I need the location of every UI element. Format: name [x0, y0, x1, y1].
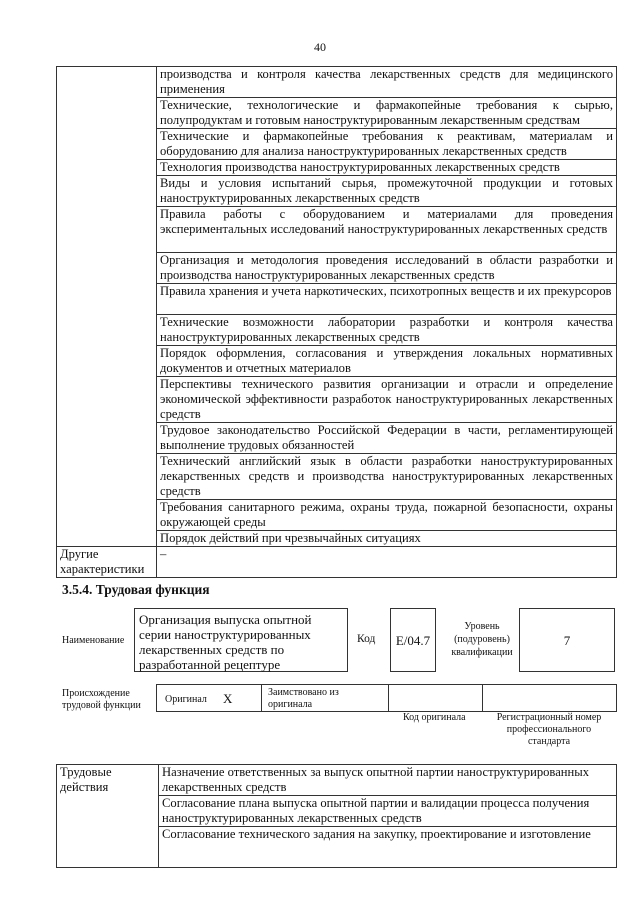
knowledge-item: Технические возможности лаборатории разработки и контроля качества наноструктурированных лекарственных средств — [157, 315, 617, 346]
borrowed-cell — [261, 684, 389, 712]
qualification-level-box — [519, 608, 615, 672]
knowledge-item: производства и контроля качества лекарственных средств для медицинского применения — [157, 67, 617, 98]
labor-action-item: Согласование технического задания на закупку, проектирование и изготовление — [159, 827, 617, 868]
knowledge-item: Технология производства наноструктурированных лекарственных средств — [157, 160, 617, 176]
table-row — [57, 547, 617, 578]
table-row — [57, 67, 617, 98]
code-original-cell — [388, 684, 483, 712]
table-row — [57, 765, 617, 796]
original-cell — [156, 684, 262, 712]
knowledge-item: Технические и фармакопейные требования к реактивам, материалам и оборудованию для анализа наноструктурированных лекарственных средств — [157, 129, 617, 160]
knowledge-item: Технические, технологические и фармакопейные требования к сырью, полупродуктам и готовым наноструктурированным лекарственным средствам — [157, 98, 617, 129]
original-label: Оригинал — [165, 694, 207, 705]
row-label-empty — [57, 67, 157, 547]
other-characteristics-label: Другие характеристики — [57, 547, 157, 578]
knowledge-item: Виды и условия испытаний сырья, промежуточной продукции и готовых наноструктурированных лекарственных средств — [157, 176, 617, 207]
reg-number-label: Регистрационный номер профессионального стандарта — [496, 712, 602, 747]
origin-label: Происхождение трудовой функции — [62, 688, 141, 711]
function-code: E/04.7 — [395, 633, 431, 648]
knowledge-item: Правила хранения и учета наркотических, психотропных веществ и их прекурсоров — [157, 284, 617, 315]
knowledge-item: Организация и методология проведения исследований в области разработки и производства наноструктурированных лекарственных средств — [157, 253, 617, 284]
knowledge-item: Требования санитарного режима, охраны труда, пожарной безопасности, охраны окружающей среды — [157, 500, 617, 531]
function-name-box — [134, 608, 348, 672]
name-label: Наименование — [62, 635, 125, 646]
knowledge-item: Перспективы технического развития организации и отрасли и определение экономической эффективности разработок наноструктурированных лекарственных средств — [157, 377, 617, 423]
knowledge-table — [56, 66, 617, 578]
reg-number-cell — [482, 684, 617, 712]
section-title: 3.5.4. Трудовая функция — [62, 582, 210, 597]
labor-actions-table — [56, 764, 617, 868]
function-name: Организация выпуска опытной серии наноструктурированных лекарственных средств по разработанной рецептуре — [139, 612, 312, 672]
borrowed-label: Заимствовано из оригинала — [268, 687, 339, 710]
page-number: 40 — [314, 40, 326, 54]
knowledge-item: Трудовое законодательство Российской Федерации в части, регламентирующей выполнение трудовых обязанностей — [157, 423, 617, 454]
labor-actions-label: Трудовые действия — [57, 765, 159, 868]
knowledge-item: Порядок действий при чрезвычайных ситуациях — [157, 531, 617, 547]
qualification-level: 7 — [563, 633, 571, 648]
code-original-label: Код оригинала — [403, 712, 466, 723]
function-code-box — [390, 608, 436, 672]
other-characteristics-value: – — [157, 547, 617, 578]
knowledge-item: Порядок оформления, согласования и утверждения локальных нормативных документов и отчетных материалов — [157, 346, 617, 377]
code-label: Код — [357, 633, 376, 645]
knowledge-item: Правила работы с оборудованием и материалами для проведения экспериментальных исследований наноструктурированных лекарственных средств — [157, 207, 617, 253]
knowledge-item: Технический английский язык в области разработки наноструктурированных лекарственных средств и производства наноструктурированных лекарственных средств — [157, 454, 617, 500]
level-label: Уровень (подуровень) квалификации — [451, 621, 513, 658]
labor-action-item: Назначение ответственных за выпуск опытной партии наноструктурированных лекарственных средств — [159, 765, 617, 796]
original-mark: X — [223, 691, 233, 706]
labor-action-item: Согласование плана выпуска опытной партии и валидации процесса получения наноструктурированных лекарственных средств — [159, 796, 617, 827]
